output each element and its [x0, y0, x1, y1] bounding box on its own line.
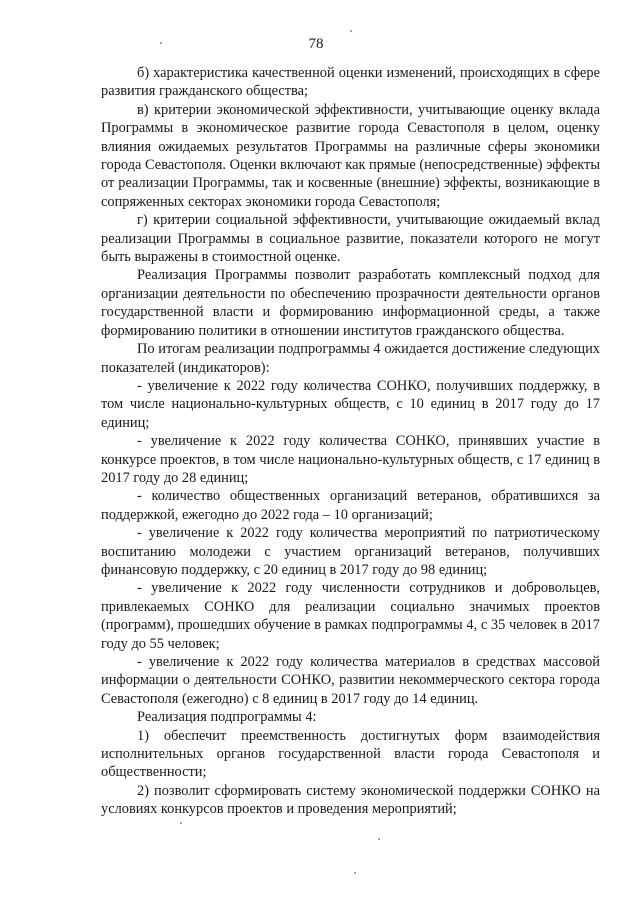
paragraph: г) критерии социальной эффективности, учитывающие ожидаемый вклад реализации Программы в социальное развитие, показатели которого не могут быть выражены в стоимостной оценке. [101, 212, 600, 266]
scan-speck [354, 872, 356, 874]
list-item: - увеличение к 2022 году количества СОНКО, получивших поддержку, в том числе национально-культурных обществ, с 10 единиц в 2017 году до 17 единиц; [101, 377, 600, 431]
list-item: 2) позволит сформировать систему экономической поддержки СОНКО на условиях конкурсов проектов и проведения мероприятий; [101, 782, 600, 818]
page-number: 78 [308, 36, 324, 52]
paragraph: в) критерии экономической эффективности, учитывающие оценку вклада Программы в экономическое развитие города Севастополя в целом, оценку влияния ожидаемых результатов Программы на различные сферы экономики города Севастополя. Оценки включают как прямые (непосредственные) эффекты от реализации Программы, так и косвенные (внешние) эффекты, возникающие в сопряженных секторах экономики города Севастополя; [101, 101, 600, 210]
list-item: - увеличение к 2022 году количества СОНКО, принявших участие в конкурсе проектов, в том числе национально-культурных обществ, с 17 единиц в 2017 году до 28 единиц; [101, 433, 600, 486]
paragraph: б) характеристика качественной оценки изменений, происходящих в сфере развития гражданского общества; [101, 65, 600, 100]
scan-speck [180, 822, 182, 824]
list-item: 1) обеспечит преемственность достигнутых форм взаимодействия исполнительных органов государственной власти города Севастополя и общественности; [101, 727, 600, 781]
scan-speck [350, 30, 352, 32]
list-item: - количество общественных организаций ветеранов, обратившихся за поддержкой, ежегодно до 2022 года – 10 организаций; [101, 488, 600, 523]
scan-speck [378, 838, 380, 840]
list-item: - увеличение к 2022 году численности сотрудников и добровольцев, привлекаемых СОНКО для реализации социально значимых проектов (программ), прошедших обучение в рамках подпрограммы 4, с 35 человек в 2017 году до 55 человек; [101, 580, 600, 652]
document-body [101, 64, 600, 819]
scan-speck [160, 42, 162, 44]
list-item: - увеличение к 2022 году количества материалов в средствах массовой информации о деятельности СОНКО, развитии некоммерческого сектора города Севастополя (ежегодно) с 8 единиц в 2017 году до 14 единиц. [101, 654, 600, 707]
paragraph: По итогам реализации подпрограммы 4 ожидается достижение следующих показателей (индикаторов): [101, 341, 600, 376]
paragraph: Реализация Программы позволит разработать комплексный подход для организации деятельности по обеспечению прозрачности деятельности органов государственной власти и формированию информационной среды, а также формированию политики в отношении институтов гражданского общества. [101, 267, 600, 339]
list-item: - увеличение к 2022 году количества мероприятий по патриотическому воспитанию молодежи с участием организаций ветеранов, получивших финансовую поддержку, с 20 единиц в 2017 году до 98 единиц; [101, 525, 600, 578]
paragraph: Реализация подпрограммы 4: [137, 709, 317, 726]
